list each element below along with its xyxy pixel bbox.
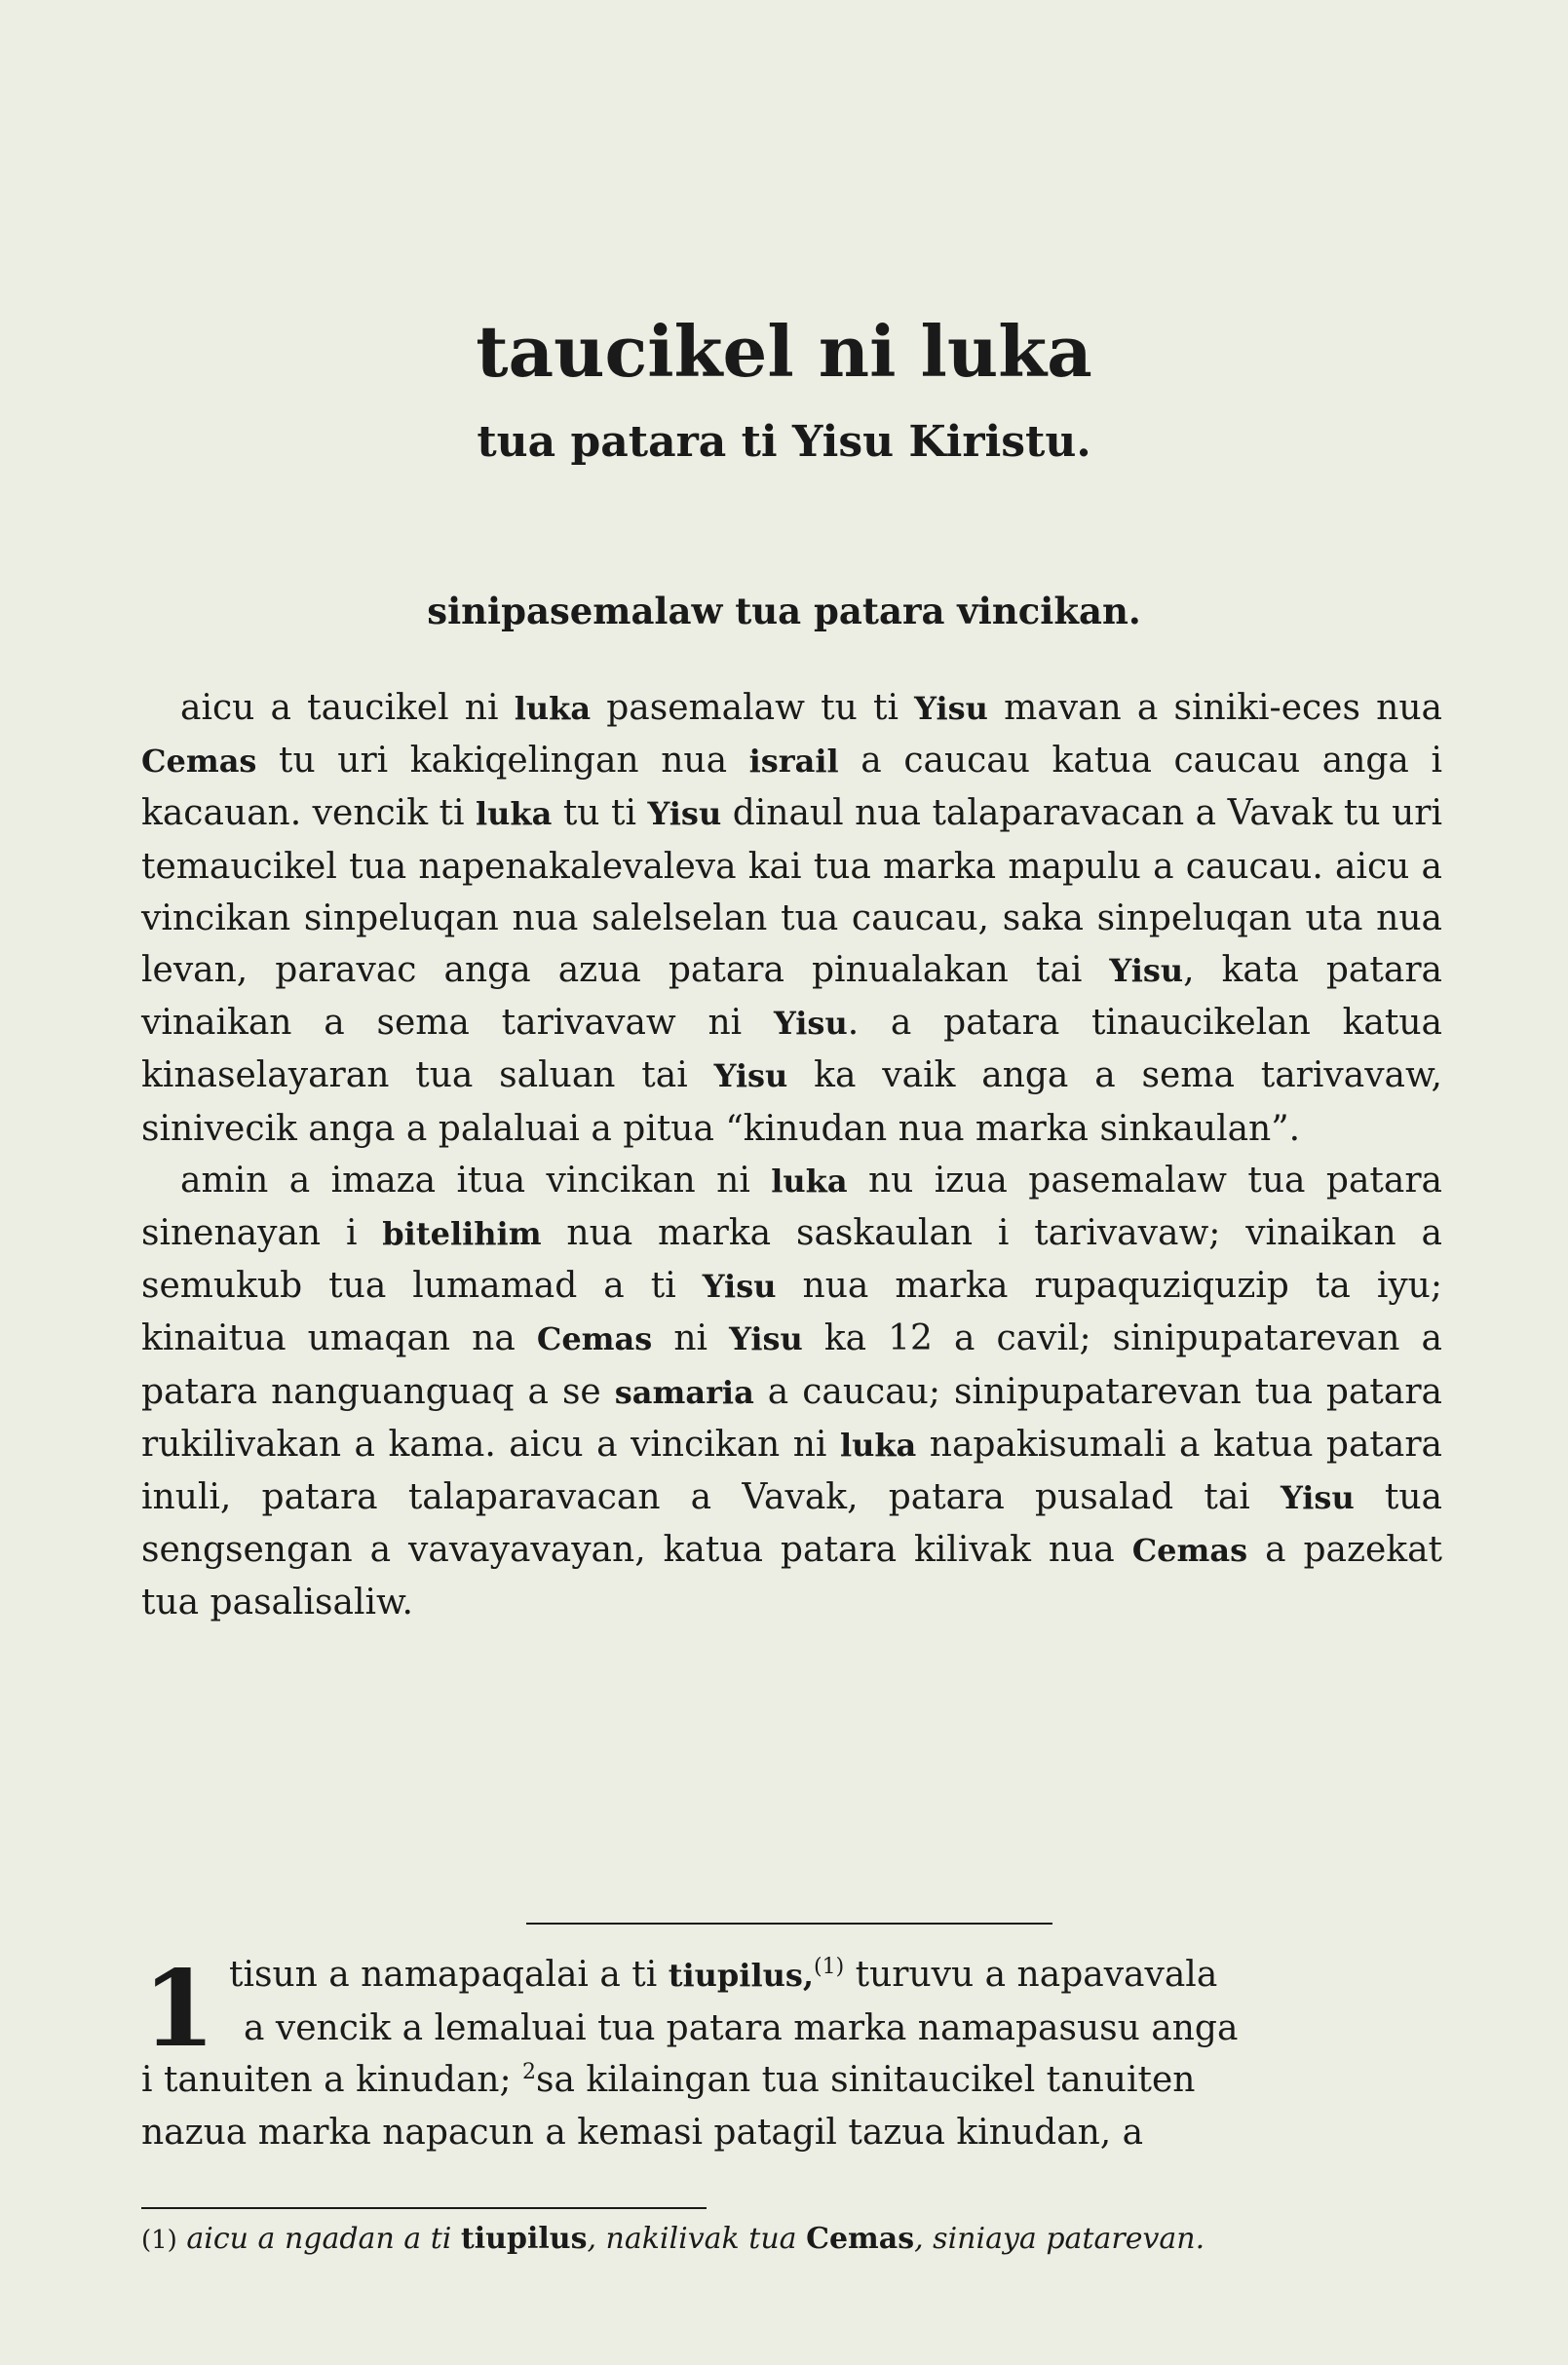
- chapter-line-1: tisun a namapaqalai a ti tiupilus,$^{(1)}$ turuvu a napavavala: [229, 1955, 1218, 1995]
- introduction-text: [141, 682, 1442, 1629]
- book-subtitle: tua patara ti Yisu Kiristu.: [477, 417, 1091, 467]
- chapter-line-3: i tanuiten a kinudan; $^2$sa kilaingan tua sinitaucikel tanuiten: [141, 2060, 1196, 2100]
- intro-paragraph-1: aicu a taucikel ni luka pasemalaw tu ti Yisu mavan a siniki-eces nua Cemas tu uri kakiqelingan nua israil a caucau katua caucau anga i kacauan. vencik ti luka tu ti Yisu dinaul nua talaparavacan a Vavak tu uri temaucikel tua napenakalevaleva kai tua marka mapulu a caucau. aicu a vincikan sinpeluqan nua salelselan tua caucau, saka sinpeluqan uta nua levan, paravac anga azua patara pinualakan tai Yisu, kata patara vinaikan a sema tarivavaw ni Yisu. a patara tinaucikelan katua kinaselayaran tua saluan tai Yisu ka vaik anga a sema tarivavaw, sinivecik anga a palaluai a pitua “kinudan nua marka sinkaulan”.: [141, 688, 1442, 1149]
- footnote-divider: [141, 2207, 707, 2209]
- section-divider: [526, 1923, 1052, 1925]
- chapter-number: 1: [142, 1948, 216, 2071]
- footnote: (1) aicu a ngadan a ti tiupilus, nakilivak tua Cemas, siniaya patarevan.: [141, 2222, 1205, 2256]
- chapter-line-2: a vencik a lemaluai tua patara marka namapasusu anga: [244, 2007, 1239, 2048]
- book-title: taucikel ni luka: [476, 310, 1092, 393]
- chapter-text: [141, 1949, 1442, 2158]
- chapter-line-4: nazua marka napacun a kemasi patagil tazua kinudan, a: [141, 2112, 1144, 2153]
- verse-number: 2: [522, 2060, 537, 2084]
- intro-paragraph-2: amin a imaza itua vincikan ni luka nu izua pasemalaw tua patara sinenayan i bitelihim nua marka saskaulan i tarivavaw; vinaikan a semukub tua lumamad a ti Yisu nua marka rupaquziquzip ta iyu; kinaitua umaqan na Cemas ni Yisu ka 12 a cavil; sinipupatarevan a patara nanguanguaq a se samaria a caucau; sinipupatarevan tua patara rukilivakan a kama. aicu a vincikan ni luka napakisumali a katua patara inuli, patara talaparavacan a Vavak, patara pusalad tai Yisu tua sengsengan a vavayavayan, katua patara kilivak nua Cemas a pazekat tua pasalisaliw.: [141, 1160, 1443, 1623]
- section-heading: sinipasemalaw tua patara vincikan.: [427, 590, 1141, 632]
- footnote-reference[interactable]: (1): [814, 1955, 845, 1979]
